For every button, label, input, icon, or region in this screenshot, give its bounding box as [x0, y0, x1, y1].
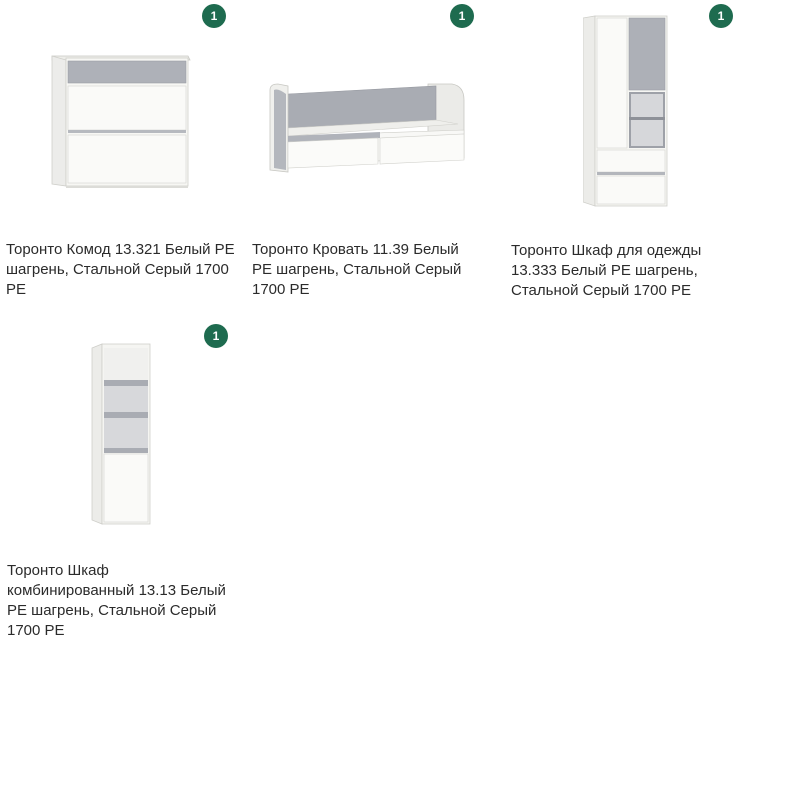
product-title[interactable]: Торонто Шкаф комбинированный 13.13 Белый PE шагрень, Стальной Серый 1700 PE	[7, 562, 226, 639]
dresser-image[interactable]	[48, 50, 193, 190]
product-card[interactable]	[505, 0, 745, 310]
product-card[interactable]	[0, 0, 250, 310]
product-card[interactable]	[0, 320, 250, 650]
wardrobe-image[interactable]	[583, 14, 673, 208]
quantity-badge: 1	[202, 4, 226, 28]
product-title[interactable]: Торонто Комод 13.321 Белый PE шагрень, Стальной Серый 1700 PE	[6, 241, 235, 298]
combined-cabinet-image[interactable]	[90, 342, 154, 526]
product-card[interactable]	[250, 0, 500, 310]
quantity-badge: 1	[204, 324, 228, 348]
quantity-badge: 1	[709, 4, 733, 28]
bed-image[interactable]	[268, 80, 468, 176]
quantity-badge: 1	[450, 4, 474, 28]
product-title[interactable]: Торонто Шкаф для одежды 13.333 Белый PE шагрень, Стальной Серый 1700 PE	[511, 242, 702, 299]
product-title[interactable]: Торонто Кровать 11.39 Белый PE шагрень, Стальной Серый 1700 PE	[252, 241, 462, 298]
